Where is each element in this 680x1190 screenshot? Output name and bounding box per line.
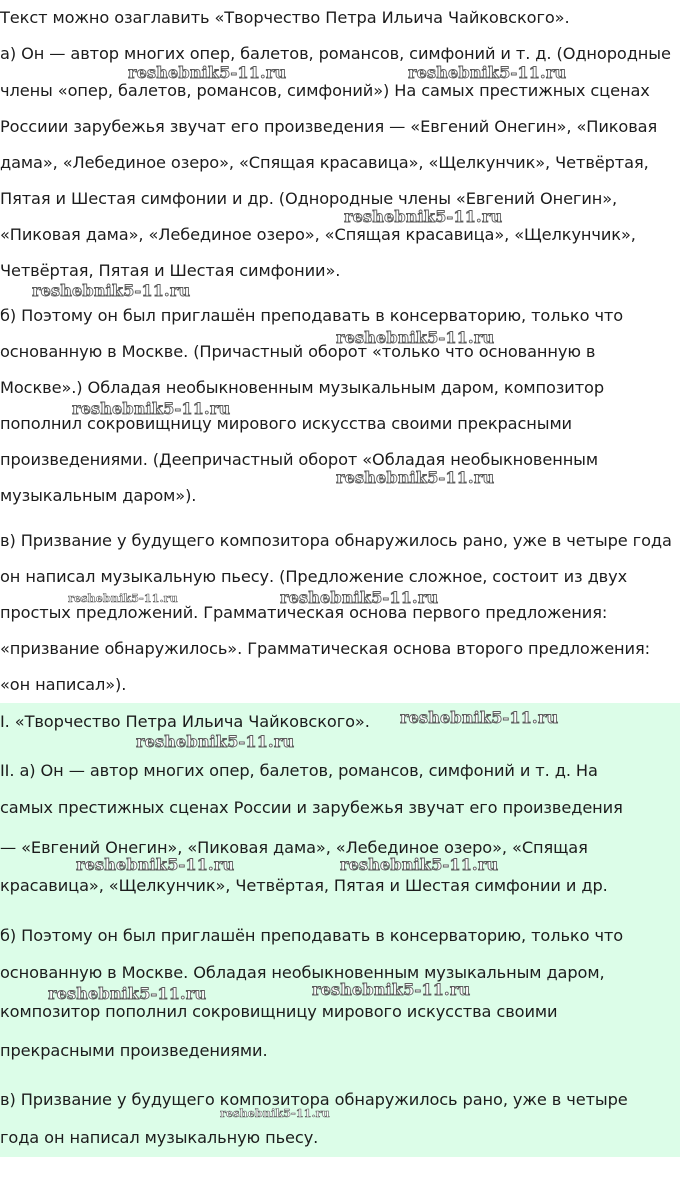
explanation-line: Четвёртая, Пятая и Шестая симфонии». [0,261,341,280]
answer-line: I. «Творчество Петра Ильича Чайковского». [0,712,370,731]
watermark: reshebnik5-11.ru [408,63,567,82]
answer-line: в) Призвание у будущего композитора обнаружилось рано, уже в четыре [0,1090,628,1109]
explanation-line: члены «опер, балетов, романсов, симфоний») На самых престижных сценах [0,81,650,100]
answer-line: II. а) Он — автор многих опер, балетов, романсов, симфоний и т. д. На [0,761,598,780]
explanation-line: б) Поэтому он был приглашён преподавать в консерваторию, только что [0,306,624,325]
explanation-line: музыкальным даром»). [0,486,197,505]
explanation-line: «он написал»). [0,675,127,694]
answer-line: б) Поэтому он был приглашён преподавать в консерваторию, только что [0,926,624,945]
watermark: reshebnik5-11.ru [400,708,559,727]
explanation-line: пополнил сокровищницу мирового искусства своими прекрасными [0,414,572,433]
watermark: reshebnik5-11.ru [72,399,231,418]
watermark: reshebnik5-11.ru [336,468,495,487]
watermark: reshebnik5-11.ru [76,855,235,874]
watermark: reshebnik5-11.ru [220,1107,330,1120]
watermark: reshebnik5-11.ru [312,980,471,999]
explanation-line: «Пиковая дама», «Лебединое озеро», «Спящая красавица», «Щелкунчик», [0,225,636,244]
explanation-line: в) Призвание у будущего композитора обнаружилось рано, уже в четыре года [0,531,672,550]
watermark: reshebnik5-11.ru [280,588,439,607]
answer-line: основанную в Москве. Обладая необыкновенным музыкальным даром, [0,963,605,982]
explanation-line: Москве».) Обладая необыкновенным музыкальным даром, композитор [0,378,605,397]
answer-line: прекрасными произведениями. [0,1041,268,1060]
explanation-line: дама», «Лебединое озеро», «Спящая красавица», «Щелкунчик», Четвёртая, [0,153,649,172]
watermark: reshebnik5-11.ru [68,592,178,605]
answer-line: красавица», «Щелкунчик», Четвёртая, Пятая и Шестая симфонии и др. [0,876,608,895]
explanation-line: Текст можно озаглавить «Творчество Петра Ильича Чайковского». [0,8,570,27]
answer-line: года он написал музыкальную пьесу. [0,1128,319,1147]
explanation-line: он написал музыкальную пьесу. (Предложение сложное, состоит из двух [0,567,628,586]
answer-line: — «Евгений Онегин», «Пиковая дама», «Лебединое озеро», «Спящая [0,838,588,857]
answer-line: самых престижных сценах России и зарубежья звучат его произведения [0,798,623,817]
watermark: reshebnik5-11.ru [48,984,207,1003]
explanation-line: основанную в Москве. (Причастный оборот «только что основанную в [0,342,596,361]
explanation-line: Россиии зарубежья звучат его произведения — «Евгений Онегин», «Пиковая [0,117,658,136]
explanation-line: простых предложений. Грамматическая основа первого предложения: [0,603,608,622]
explanation-line: «призвание обнаружилось». Грамматическая основа второго предложения: [0,639,650,658]
watermark: reshebnik5-11.ru [340,855,499,874]
answer-line: композитор пополнил сокровищницу мирового искусства своими [0,1002,558,1021]
watermark: reshebnik5-11.ru [344,207,503,226]
explanation-line: а) Он — автор многих опер, балетов, романсов, симфоний и т. д. (Однородные [0,44,671,63]
watermark: reshebnik5-11.ru [136,732,295,751]
explanation-line: Пятая и Шестая симфонии и др. (Однородные члены «Евгений Онегин», [0,189,618,208]
explanation-line: произведениями. (Деепричастный оборот «Обладая необыкновенным [0,450,598,469]
watermark: reshebnik5-11.ru [128,63,287,82]
watermark: reshebnik5-11.ru [336,328,495,347]
watermark: reshebnik5-11.ru [32,281,191,300]
